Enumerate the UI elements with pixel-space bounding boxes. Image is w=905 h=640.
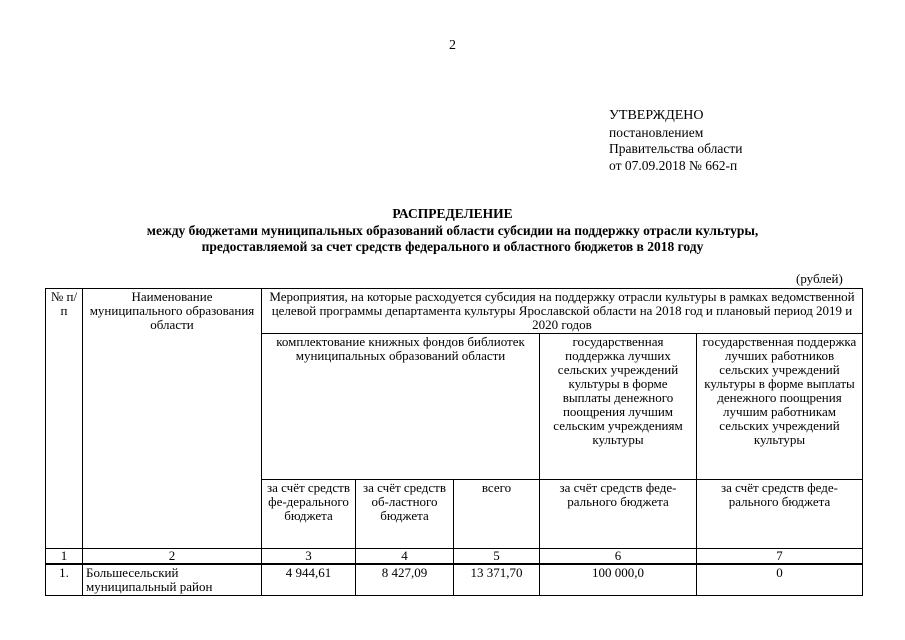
header-federal: за счёт средств фе-дерального бюджета bbox=[262, 480, 356, 549]
distribution-table bbox=[45, 288, 863, 596]
column-number: 5 bbox=[454, 549, 540, 565]
row-institutions: 100 000,0 bbox=[540, 564, 697, 596]
header-workers: государственная поддержка лучших работников сельских учреждений культуры в форме выплаты денежного поощрения лучшим работникам сельских учреждений культуры bbox=[697, 334, 863, 480]
header-institutions: государственная поддержка лучших сельских учреждений культуры в форме выплаты денежного поощрения лучшим сельским учреждениям культуры bbox=[540, 334, 697, 480]
approval-line: Правительства области bbox=[609, 141, 743, 156]
row-num: 1. bbox=[46, 564, 83, 596]
column-number-row bbox=[46, 549, 863, 565]
approval-line: постановлением bbox=[609, 124, 704, 140]
row-total: 13 371,70 bbox=[454, 564, 540, 596]
header-regional: за счёт средств об-ластного бюджета bbox=[356, 480, 454, 549]
header-measures: Мероприятия, на которые расходуется субсидия на поддержку отрасли культуры в рамках ведомственной целевой программы департамента культуры Ярославской области на 2018 год и плановый период 2019 и 2020 годов bbox=[262, 289, 863, 334]
column-number: 4 bbox=[356, 549, 454, 565]
approval-stamp bbox=[609, 108, 742, 174]
row-federal: 4 944,61 bbox=[262, 564, 356, 596]
approval-heading: УТВЕРЖДЕНО bbox=[609, 108, 704, 123]
title-main: РАСПРЕДЕЛЕНИЕ bbox=[392, 206, 513, 221]
column-number: 1 bbox=[46, 549, 83, 565]
header-work-federal: за счёт средств феде-рального бюджета bbox=[697, 480, 863, 549]
column-number: 7 bbox=[697, 549, 863, 565]
header-total: всего bbox=[454, 480, 540, 549]
column-number: 3 bbox=[262, 549, 356, 565]
row-workers: 0 bbox=[697, 564, 863, 596]
header-books: комплектование книжных фондов библиотек муниципальных образований области bbox=[262, 334, 540, 480]
header-inst-federal: за счёт средств феде-рального бюджета bbox=[540, 480, 697, 549]
document-title bbox=[0, 206, 905, 256]
title-line: между бюджетами муниципальных образований области субсидии на поддержку отрасли культуры, bbox=[146, 222, 759, 238]
row-regional: 8 427,09 bbox=[356, 564, 454, 596]
header-num: № п/п bbox=[46, 289, 83, 549]
column-number: 6 bbox=[540, 549, 697, 565]
table-row bbox=[46, 564, 863, 596]
header-name: Наименование муниципального образования области bbox=[83, 289, 262, 549]
units-label: (рублей) bbox=[796, 271, 843, 286]
title-line: предоставляемой за счет средств федерального и областного бюджетов в 2018 году bbox=[201, 239, 704, 254]
row-name: Большесельский муниципальный район bbox=[83, 564, 262, 596]
approval-line: от 07.09.2018 № 662-п bbox=[609, 157, 738, 173]
page-number: 2 bbox=[449, 38, 456, 53]
column-number: 2 bbox=[83, 549, 262, 565]
